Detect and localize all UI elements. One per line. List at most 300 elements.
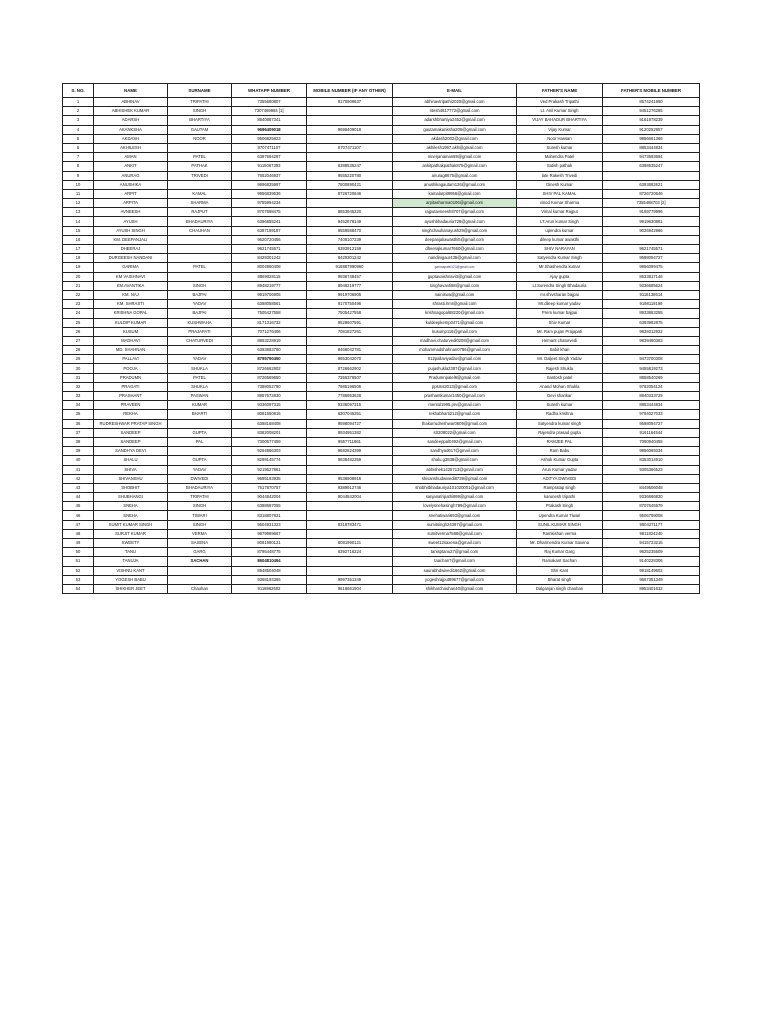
table-row bbox=[63, 98, 700, 107]
table-row bbox=[63, 309, 700, 318]
mobile-cell: 9452678149 bbox=[307, 217, 393, 226]
email-cell: tanisptanu27@gmail.com bbox=[393, 548, 517, 557]
father-name-cell: Arun Kumar yadav bbox=[517, 465, 603, 474]
father-mobile-cell: 8533817146 bbox=[603, 272, 700, 281]
father-mobile-cell bbox=[603, 171, 700, 180]
whatsapp-cell: 9336097315 bbox=[232, 401, 307, 410]
mobile-cell: 8948219777 bbox=[307, 281, 393, 290]
surname-cell: SAXENA bbox=[168, 539, 232, 548]
email-cell: singhchauhanayush29@gmail.com bbox=[393, 226, 517, 235]
table-row bbox=[63, 428, 700, 437]
surname-cell: SHUKLA bbox=[168, 364, 232, 373]
father-name-cell: Mr.Shashendra kumar bbox=[517, 263, 603, 272]
surname-cell: TIWARI bbox=[168, 511, 232, 520]
mobile-cell: 9682824399 bbox=[307, 447, 393, 456]
surname-cell: PATEL bbox=[168, 153, 232, 162]
father-mobile-cell: 9161164544 bbox=[603, 428, 700, 437]
father-mobile-cell: 9625235509 bbox=[603, 548, 700, 557]
whatsapp-cell: 7307469984 [1] bbox=[232, 107, 307, 116]
email-cell: deepanjaliawasthi5@gmail.com bbox=[393, 235, 517, 244]
surname-cell: SACHAN bbox=[168, 557, 232, 566]
table-row bbox=[63, 235, 700, 244]
surname-cell: NOOR bbox=[168, 134, 232, 143]
father-mobile-cell: 9473593694 bbox=[603, 153, 700, 162]
whatsapp-cell: 9621745571 bbox=[232, 245, 307, 254]
whatsapp-cell: 9696409018 bbox=[232, 125, 307, 134]
email-cell: rajputavneesh8707@gmail.com bbox=[393, 208, 517, 217]
name-cell: SHIKHER JEET bbox=[94, 584, 168, 593]
name-cell: ANURAG bbox=[94, 171, 168, 180]
whatsapp-cell: 7071276406 bbox=[232, 327, 307, 336]
email-cell: guptavaishnavi3@gmail.com bbox=[393, 272, 517, 281]
mobile-cell: 7985196506 bbox=[307, 382, 393, 391]
sno-cell: 40 bbox=[63, 456, 94, 465]
surname-cell bbox=[168, 447, 232, 456]
whatsapp-cell: 9506825823 bbox=[232, 134, 307, 143]
sno-cell: 23 bbox=[63, 300, 94, 309]
father-name-cell: Dalganjan singh chauhan bbox=[517, 584, 603, 593]
name-cell: ANUSHIKA bbox=[94, 180, 168, 189]
surname-cell: PRAJAPATI bbox=[168, 327, 232, 336]
table-row bbox=[63, 373, 700, 382]
father-name-cell: Ramkishan verma bbox=[517, 529, 603, 538]
name-cell: MD. SHAHNAN bbox=[94, 346, 168, 355]
whatsapp-cell: 8318807831 bbox=[232, 511, 307, 520]
mobile-cell bbox=[307, 566, 393, 575]
name-cell: KM. NAJ bbox=[94, 290, 168, 299]
father-name-cell: Ramakant Sachan bbox=[517, 557, 603, 566]
whatsapp-cell: 9219527861 bbox=[232, 465, 307, 474]
father-mobile-cell: 9919630881 bbox=[603, 217, 700, 226]
name-cell: VISHNU KANT bbox=[94, 566, 168, 575]
table-row bbox=[63, 493, 700, 502]
name-cell: REKHA bbox=[94, 410, 168, 419]
whatsapp-cell: 6393683780 bbox=[232, 346, 307, 355]
table-row bbox=[63, 125, 700, 134]
name-cell: SNEHA bbox=[94, 511, 168, 520]
name-cell: KM. DEEPANJALI bbox=[94, 235, 168, 244]
sno-cell: 46 bbox=[63, 511, 94, 520]
name-cell: TANU bbox=[94, 548, 168, 557]
mobile-cell: 9598094727 bbox=[307, 419, 393, 428]
father-mobile-cell: 9506799008 bbox=[603, 511, 700, 520]
table-row bbox=[63, 584, 700, 593]
whatsapp-cell: 9879989667 bbox=[232, 529, 307, 538]
father-mobile-cell: 9956661366 bbox=[603, 134, 700, 143]
father-name-cell: Suresh kumar bbox=[517, 401, 603, 410]
table-row bbox=[63, 217, 700, 226]
father-name-cell: Ashok Kumar Gupta bbox=[517, 456, 603, 465]
father-name-cell: Mr. Dharmendra Kumar Saxena bbox=[517, 539, 603, 548]
header-email: E-MAIL bbox=[393, 84, 517, 98]
email-cell: sandhyad617@gmail.com bbox=[393, 447, 517, 456]
whatsapp-cell: 8081990121 bbox=[232, 539, 307, 548]
name-cell: TANUJA bbox=[94, 557, 168, 566]
surname-cell: SHARMA bbox=[168, 199, 232, 208]
father-mobile-cell: 9792054124 bbox=[603, 382, 700, 391]
name-cell: SHOBHIT bbox=[94, 483, 168, 492]
header-surname: SURNAME bbox=[168, 84, 232, 98]
father-mobile-cell: 9336685624 bbox=[603, 281, 700, 290]
father-name-cell: Prakash Singh bbox=[517, 502, 603, 511]
surname-cell: GUPTA bbox=[168, 428, 232, 437]
header-name: NAME bbox=[94, 84, 168, 98]
sno-cell: 35 bbox=[63, 410, 94, 419]
table-row bbox=[63, 346, 700, 355]
email-cell: shrasti.hmr@gmail.com bbox=[393, 300, 517, 309]
name-cell: AKDASH bbox=[94, 134, 168, 143]
whatsapp-cell: 8957672830 bbox=[232, 392, 307, 401]
mobile-cell: 6393912159 bbox=[307, 245, 393, 254]
name-cell: PRASHANT bbox=[94, 392, 168, 401]
mobile-cell bbox=[307, 199, 393, 208]
table-row bbox=[63, 199, 700, 208]
table-row bbox=[63, 171, 700, 180]
whatsapp-cell: 8707698475 bbox=[232, 208, 307, 217]
surname-cell: SHUKLA bbox=[168, 382, 232, 391]
name-cell: SANDHYA DEVI bbox=[94, 447, 168, 456]
father-name-cell: Sabir khan bbox=[517, 346, 603, 355]
mobile-cell: 7505427558 bbox=[307, 309, 393, 318]
header-father-name: FATHER'S NAME bbox=[517, 84, 603, 98]
father-mobile-cell: 9169779996 bbox=[603, 208, 700, 217]
sno-cell: 44 bbox=[63, 493, 94, 502]
name-cell: SANDEEP bbox=[94, 437, 168, 446]
name-cell: SHIVANSHU bbox=[94, 474, 168, 483]
whatsapp-cell: 7617870757 bbox=[232, 483, 307, 492]
mobile-cell: 9557711861 bbox=[307, 437, 393, 446]
email-cell: sanjanatripathi999@gmail.com bbox=[393, 493, 517, 502]
father-name-cell: Raj Kumar Garg bbox=[517, 548, 603, 557]
sno-cell: 36 bbox=[63, 419, 94, 428]
sno-cell: 48 bbox=[63, 529, 94, 538]
father-name-cell: Vijay Kumar bbox=[517, 125, 603, 134]
father-mobile-cell: 8707645579 bbox=[603, 502, 700, 511]
table-row bbox=[63, 153, 700, 162]
table-row bbox=[63, 456, 700, 465]
email-cell: dheerajkumar7660@gmail.com bbox=[393, 245, 517, 254]
surname-cell: Chauhan bbox=[168, 584, 232, 593]
header-father-mobile: FATHER'S MOBILE NUMBER bbox=[603, 84, 700, 98]
email-cell: krishnagopal68220@gmail.com bbox=[393, 309, 517, 318]
father-name-cell: LT.Arun kumar Singh bbox=[517, 217, 603, 226]
father-name-cell: SUNIL KUMAR SINGH bbox=[517, 520, 603, 529]
table-row bbox=[63, 539, 700, 548]
whatsapp-cell: 8853228919 bbox=[232, 336, 307, 345]
name-cell: KM VAISHNAVI bbox=[94, 272, 168, 281]
sno-cell: 6 bbox=[63, 143, 94, 152]
surname-cell: PATEL bbox=[168, 373, 232, 382]
father-name-cell: Santosh patel bbox=[517, 373, 603, 382]
father-name-cell: Vimal kumar Rajput bbox=[517, 208, 603, 217]
table-row bbox=[63, 116, 700, 125]
table-row bbox=[63, 355, 700, 364]
email-cell: rekhabharti212@gmail.com bbox=[393, 410, 517, 419]
father-name-cell: Dinesh Kumar bbox=[517, 180, 603, 189]
table-row bbox=[63, 382, 700, 391]
name-cell: SHIVA bbox=[94, 465, 168, 474]
father-name-cell: Suresh kumar bbox=[517, 143, 603, 152]
header-mobile: MOBILE NUMBER (IF ANY OTHER) bbox=[307, 84, 393, 98]
father-name-cell: Upendra Kumar Tiwari bbox=[517, 511, 603, 520]
email-cell: sumitsingh24397@gmail.com bbox=[393, 520, 517, 529]
mobile-cell bbox=[307, 107, 393, 116]
table-row bbox=[63, 410, 700, 419]
sno-cell: 51 bbox=[63, 557, 94, 566]
name-cell: SANDEEP bbox=[94, 428, 168, 437]
email-cell: ninerjanaman89@gmail.com bbox=[393, 153, 517, 162]
father-mobile-cell: 9598094727 bbox=[603, 254, 700, 263]
email-cell: 012pallaviyadav@gmail.com bbox=[393, 355, 517, 364]
whatsapp-cell: 8004960408 bbox=[232, 263, 307, 272]
name-cell: SNEHA bbox=[94, 502, 168, 511]
whatsapp-cell: 9520720456 bbox=[232, 235, 307, 244]
surname-cell bbox=[168, 143, 232, 152]
email-cell: shikharchauhan40@gmail.com bbox=[393, 584, 517, 593]
sno-cell: 32 bbox=[63, 382, 94, 391]
table-row bbox=[63, 520, 700, 529]
surname-cell bbox=[168, 272, 232, 281]
whatsapp-cell: 6388168408 bbox=[232, 419, 307, 428]
surname-cell: CHAUHAN bbox=[168, 226, 232, 235]
email-cell: gautamakanksha205@gmail.com bbox=[393, 125, 517, 134]
surname-cell: PATEL bbox=[168, 263, 232, 272]
father-name-cell: Lt. Anil Kumar Singh bbox=[517, 107, 603, 116]
sno-cell: 34 bbox=[63, 401, 94, 410]
father-mobile-cell: 9198119199 bbox=[603, 300, 700, 309]
mobile-cell: 7800890421 bbox=[307, 180, 393, 189]
sno-cell: 16 bbox=[63, 235, 94, 244]
surname-cell: KAMAL bbox=[168, 189, 232, 198]
email-cell: pujashukla2397@gmail.com bbox=[393, 364, 517, 373]
mobile-cell: 9044842004 bbox=[307, 493, 393, 502]
table-row bbox=[63, 189, 700, 198]
surname-cell: SINGH bbox=[168, 281, 232, 290]
father-name-cell: VIJAY BAHADUR BHARTIYA bbox=[517, 116, 603, 125]
email-cell: Pradumnpatel6@gmail.com bbox=[393, 373, 517, 382]
father-name-cell: Ved Prakash Tripathi bbox=[517, 98, 603, 107]
sno-cell: 27 bbox=[63, 336, 94, 345]
sno-cell: 8 bbox=[63, 162, 94, 171]
email-cell: kusump116@gmail.com bbox=[393, 327, 517, 336]
sno-cell: 12 bbox=[63, 199, 94, 208]
father-mobile-cell: 9473700308 bbox=[603, 355, 700, 364]
mobile-cell bbox=[307, 557, 393, 566]
father-mobile-cell: 7355488703 [2] bbox=[603, 199, 700, 208]
sno-cell: 49 bbox=[63, 539, 94, 548]
surname-cell: YADAV bbox=[168, 355, 232, 364]
surname-cell: TRIVEDI bbox=[168, 171, 232, 180]
whatsapp-cell: 6387694287 bbox=[232, 153, 307, 162]
surname-cell bbox=[168, 180, 232, 189]
sno-cell: 5 bbox=[63, 134, 94, 143]
father-name-cell: Mr. Ram pujan Prajapati bbox=[517, 327, 603, 336]
name-cell: KM.AVANTIKA bbox=[94, 281, 168, 290]
father-name-cell: Bharat singh bbox=[517, 575, 603, 584]
surname-cell: KUSHWAHA bbox=[168, 318, 232, 327]
mobile-cell: 9555220780 bbox=[307, 171, 393, 180]
surname-cell: CHATURVEDI bbox=[168, 336, 232, 345]
name-cell: ABHISHEK KUMAR bbox=[94, 107, 168, 116]
email-cell: thakurrudreshwar0609@gmail.com bbox=[393, 419, 517, 428]
name-cell: MADHAVI bbox=[94, 336, 168, 345]
email-cell: lovelysnehasingh789@gmail.com bbox=[393, 502, 517, 511]
sno-cell: 15 bbox=[63, 226, 94, 235]
surname-cell: YADAV bbox=[168, 300, 232, 309]
father-name-cell: Anand Mohan Shukla bbox=[517, 382, 603, 391]
surname-cell: BAJPAI bbox=[168, 290, 232, 299]
mobile-cell: 8429301242 bbox=[307, 254, 393, 263]
mobile-cell: 8934951382 bbox=[307, 428, 393, 437]
mobile-cell: 6307045351 bbox=[307, 410, 393, 419]
father-mobile-cell: 6388535247 bbox=[603, 162, 700, 171]
whatsapp-cell: 8604810494 bbox=[232, 557, 307, 566]
sno-cell: 33 bbox=[63, 392, 94, 401]
table-row bbox=[63, 226, 700, 235]
father-name-cell: mr.shivsharan bajpai bbox=[517, 290, 603, 299]
name-cell: SHUBHANGI bbox=[94, 493, 168, 502]
father-name-cell: SHIV PAL KAMAL bbox=[517, 189, 603, 198]
email-cell: abhishek1425713@gmail.com bbox=[393, 465, 517, 474]
table-row bbox=[63, 180, 700, 189]
sno-cell: 9 bbox=[63, 171, 94, 180]
sno-cell: 42 bbox=[63, 474, 94, 483]
table-row bbox=[63, 548, 700, 557]
table-row bbox=[63, 474, 700, 483]
whatsapp-cell: 8081550815 bbox=[232, 410, 307, 419]
email-cell: singhavanti88@gmail.com bbox=[393, 281, 517, 290]
father-mobile-cell: 9956099475 bbox=[603, 263, 700, 272]
father-name-cell: Hemant chaturvedi bbox=[517, 336, 603, 345]
mobile-cell bbox=[307, 465, 393, 474]
sno-cell: 43 bbox=[63, 483, 94, 492]
surname-cell: PASWAN bbox=[168, 392, 232, 401]
whatsapp-cell: 9264966303 bbox=[232, 447, 307, 456]
sno-cell: 13 bbox=[63, 208, 94, 217]
father-name-cell: Ram Babu bbox=[517, 447, 603, 456]
name-cell: PRAGATI bbox=[94, 382, 168, 391]
email-cell: shobhitbhadauriya101020001@gmail.com bbox=[393, 483, 517, 492]
whatsapp-cell: 8726569650 bbox=[232, 373, 307, 382]
mobile-cell: 9653042070 bbox=[307, 355, 393, 364]
table-row bbox=[63, 107, 700, 116]
father-mobile-cell: 8449506048 bbox=[603, 483, 700, 492]
name-cell: KRISHNA GOPAL bbox=[94, 309, 168, 318]
father-mobile-cell: 9118138614 bbox=[603, 290, 700, 299]
table-row bbox=[63, 272, 700, 281]
father-name-cell: late Rakesh Trivedi bbox=[517, 171, 603, 180]
whatsapp-cell: 9118862602 bbox=[232, 584, 307, 593]
email-cell: anurag8675@gmail.com bbox=[393, 171, 517, 180]
surname-cell: SINGH bbox=[168, 502, 232, 511]
father-name-cell: SHIV NARAYAN bbox=[517, 245, 603, 254]
sno-cell: 1 bbox=[63, 98, 94, 107]
whatsapp-cell: 8171316732 bbox=[232, 318, 307, 327]
father-name-cell: dileep kumar awasthi bbox=[517, 235, 603, 244]
mobile-cell: 9336097315 bbox=[307, 401, 393, 410]
mobile-cell bbox=[307, 116, 393, 125]
father-name-cell: Rajesh Shukla bbox=[517, 364, 603, 373]
email-cell: akhilesh1997.akh@gmail.com bbox=[393, 143, 517, 152]
father-mobile-cell bbox=[603, 235, 700, 244]
table-row bbox=[63, 162, 700, 171]
father-name-cell: Satyendra kumar singh bbox=[517, 419, 603, 428]
email-cell: saurabhdwivedi1662@gmail.com bbox=[393, 566, 517, 575]
table-row bbox=[63, 557, 700, 566]
surname-cell: SINGH bbox=[168, 520, 232, 529]
surname-cell bbox=[168, 346, 232, 355]
name-cell: YOGESH BABU bbox=[94, 575, 168, 584]
mobile-cell: 8726662902 bbox=[307, 364, 393, 373]
father-name-cell: Mahendra Patel bbox=[517, 153, 603, 162]
father-name-cell: vinod Kumar Sharma bbox=[517, 199, 603, 208]
whatsapp-cell: 8840887341 bbox=[232, 116, 307, 125]
name-cell: RUDRESHWAR PRATAP SINGH bbox=[94, 419, 168, 428]
mobile-cell: 918887990960 bbox=[307, 263, 393, 272]
student-table bbox=[62, 83, 700, 594]
sno-cell: 2 bbox=[63, 107, 94, 116]
email-cell: sumitverma7588@gmail.com bbox=[393, 529, 517, 538]
father-mobile-cell: 8726720646 bbox=[603, 189, 700, 198]
surname-cell bbox=[168, 254, 232, 263]
father-name-cell: karunesh tripathi bbox=[517, 493, 603, 502]
mobile-cell: 9170909637 bbox=[307, 98, 393, 107]
surname-cell: PAL bbox=[168, 437, 232, 446]
father-mobile-cell: 9455819273 bbox=[603, 364, 700, 373]
email-cell: ankitpathakpathak875@gmail.com bbox=[393, 162, 517, 171]
name-cell: SHALU bbox=[94, 456, 168, 465]
surname-cell: DWIVEDI bbox=[168, 474, 232, 483]
surname-cell: RAJPUT bbox=[168, 208, 232, 217]
email-cell: yogeshrajput89677@gmail.com bbox=[393, 575, 517, 584]
email-cell: str208022@gmail.com bbox=[393, 428, 517, 437]
father-name-cell: upendra kumar bbox=[517, 226, 603, 235]
table-row bbox=[63, 483, 700, 492]
name-cell: GARIMA bbox=[94, 263, 168, 272]
email-cell: akdash2002@gmail.com bbox=[393, 134, 517, 143]
sno-cell: 14 bbox=[63, 217, 94, 226]
table-row bbox=[63, 575, 700, 584]
table-body bbox=[63, 98, 700, 594]
email-cell: anushikagautam126@gmail.com bbox=[393, 180, 517, 189]
table-row bbox=[63, 502, 700, 511]
table-row bbox=[63, 447, 700, 456]
table-row bbox=[63, 511, 700, 520]
sno-cell: 18 bbox=[63, 254, 94, 263]
father-name-cell: Mr.dileep kumar yadav bbox=[517, 300, 603, 309]
whatsapp-cell: 9695193935 bbox=[232, 474, 307, 483]
email-cell: ritesh4817772@gmail.com bbox=[393, 107, 517, 116]
whatsapp-cell: 6387199187 bbox=[232, 226, 307, 235]
sno-cell: 4 bbox=[63, 125, 94, 134]
mobile-cell: 6392716224 bbox=[307, 548, 393, 557]
sno-cell: 25 bbox=[63, 318, 94, 327]
father-mobile-cell bbox=[603, 474, 700, 483]
name-cell: AMAN bbox=[94, 153, 168, 162]
father-mobile-cell: 9621745571 bbox=[603, 245, 700, 254]
email-cell: sweet12saxena@gmail.com bbox=[393, 539, 517, 548]
email-cell: nandinigaur435@gmail.com bbox=[393, 254, 517, 263]
mobile-cell: 9616661904 bbox=[307, 584, 393, 593]
surname-cell: BHADAURIYA bbox=[168, 217, 232, 226]
table-row bbox=[63, 327, 700, 336]
father-mobile-cell: 9956069334 bbox=[603, 447, 700, 456]
sno-cell: 30 bbox=[63, 364, 94, 373]
sno-cell: 7 bbox=[63, 153, 94, 162]
table-row bbox=[63, 318, 700, 327]
table-row bbox=[63, 290, 700, 299]
mobile-cell: 8853945220 bbox=[307, 208, 393, 217]
